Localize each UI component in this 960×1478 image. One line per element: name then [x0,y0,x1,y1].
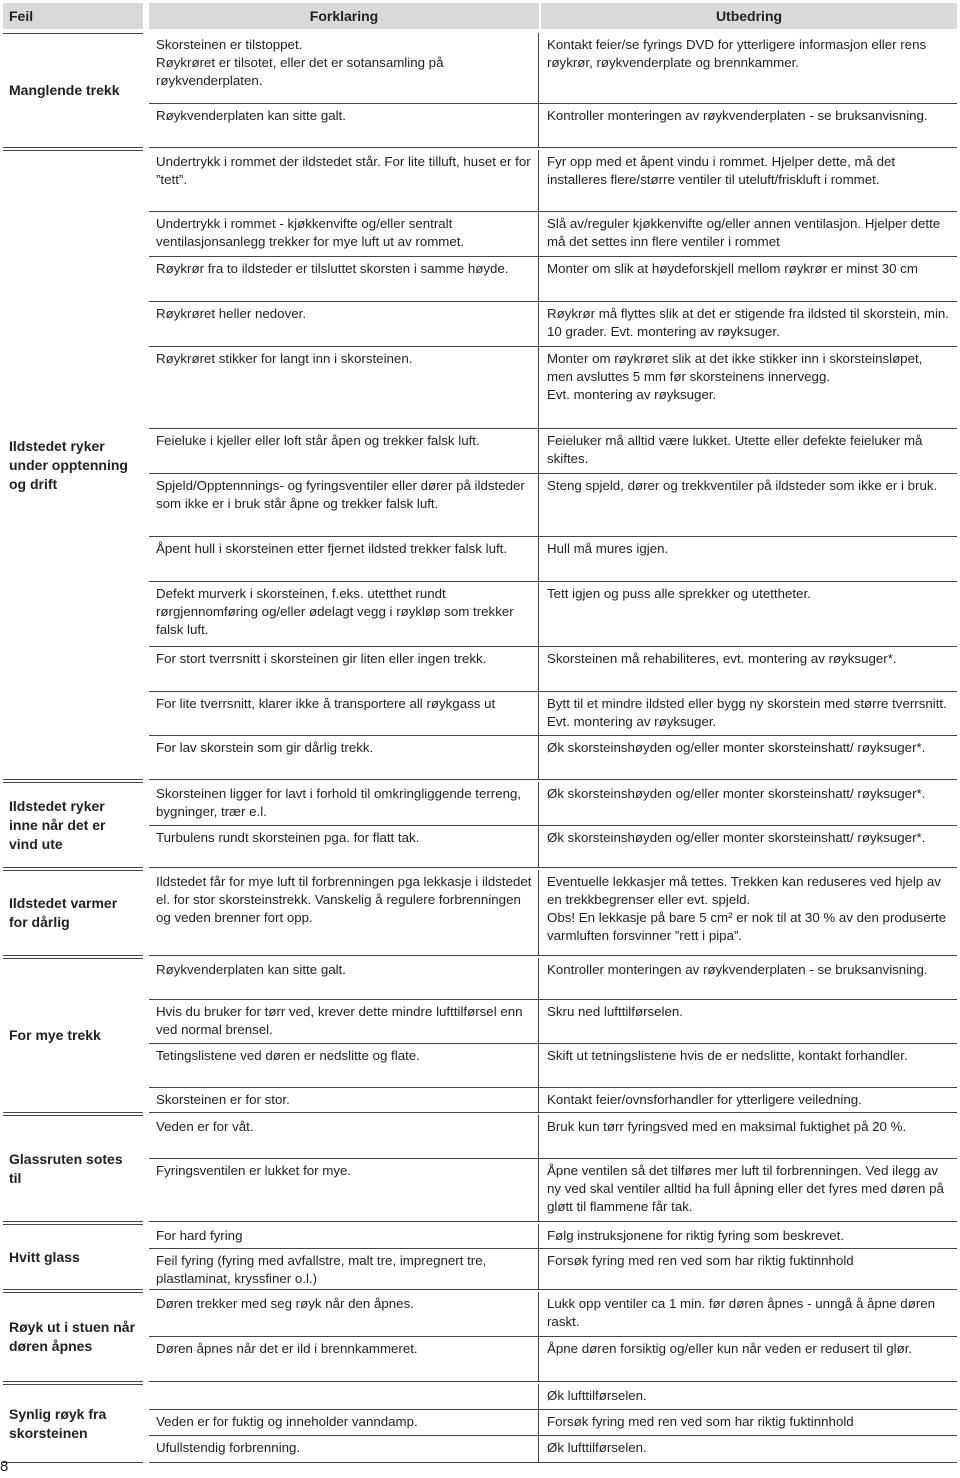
table-row [149,1410,957,1436]
remedy-cell: Kontroller monteringen av røykvenderplaten - se bruksanvisning. [547,108,928,123]
explanation-cell: Ufullstendig forbrenning. [149,1436,539,1462]
remedy-cell: Øk lufttilførselen. [547,1440,647,1455]
fault-cell: Ildstedet varmer for dårlig [3,870,143,956]
column-header-remedy: Utbedring [541,3,957,29]
remedy-cell: Øk skorsteinshøyden og/eller monter skorsteinshatt/ røyksuger*. [547,740,926,755]
explanation-cell: Tetingslistene ved døren er nedslitte og flate. [149,1044,539,1087]
remedy-cell: Fyr opp med et åpent vindu i rommet. Hjelper dette, må det installeres flere/større ventiler til uteluft/friskluft i rommet. [547,154,896,187]
table-row [149,347,957,429]
table-row [149,1337,957,1382]
table-row [149,104,957,148]
fault-cell: Ildstedet ryker under opptenning og drift [3,150,143,780]
explanation-cell: Undertrykk i rommet - kjøkkenvifte og/eller sentralt ventilasjonsanlegg trekker for mye luft ut av rommet. [149,212,539,256]
explanation-cell: Defekt murverk i skorsteinen, f.eks. utetthet rundt rørgjennomføring og/eller ødelagt vegg i røykløp som trekker falsk luft. [149,582,539,646]
fault-cell: For mye trekk [3,958,143,1113]
remedy-cell: Øk skorsteinshøyden og/eller monter skorsteinshatt/ røyksuger*. [547,786,926,801]
explanation-cell: Skorsteinen er tilstoppet. Røykrøret er tilsotet, eller det er sotansamling på røykvenderplaten. [149,33,539,103]
table-row [149,1224,957,1249]
table-row [149,1292,957,1337]
table-row [149,1384,957,1410]
table-row [149,33,957,104]
explanation-cell: For stort tverrsnitt i skorsteinen gir liten eller ingen trekk. [149,647,539,691]
remedy-cell: Eventuelle lekkasjer må tettes. Trekken kan reduseres ved hjelp av en trekkbegrenser eller evt. spjeld. Obs! En lekkasje på bare 5 cm² er nok til at 30 % av den produserte varmluften forsvinner ”rett i pipa”. [547,874,947,943]
remedy-cell: Tett igjen og puss alle sprekker og utettheter. [547,586,811,601]
explanation-cell: Undertrykk i rommet der ildstedet står. For lite tilluft, huset er for ”tett”. [149,150,539,211]
table-row [149,582,957,647]
explanation-cell: Røykvenderplaten kan sitte galt. [149,958,539,999]
explanation-cell [149,1384,539,1409]
explanation-cell: Røykrøret heller nedover. [149,302,539,346]
fault-cell: Synlig røyk fra skorsteinen [3,1384,143,1463]
remedy-cell: Kontroller monteringen av røykvenderplaten - se bruksanvisning. [547,962,928,977]
page-number: 8 [0,1458,9,1475]
remedy-cell: Monter om røykrøret slik at det ikke stikker inn i skorsteinsløpet, men avsluttes 5 mm før skorsteinens innervegg. Evt. montering av røyksuger. [547,351,923,402]
table-row [149,870,957,956]
table-row [149,1044,957,1088]
fault-cell: Hvitt glass [3,1224,143,1290]
explanation-cell: Hvis du bruker for tørr ved, krever dette mindre lufttilførsel enn ved normal brensel. [149,1000,539,1043]
column-header-explanation: Forklaring [149,3,539,29]
table-row [149,736,957,780]
remedy-cell: Lukk opp ventiler ca 1 min. før døren åpnes - unngå å åpne døren raskt. [547,1296,936,1329]
table-row [149,474,957,537]
explanation-cell: Røykrøret stikker for langt inn i skorsteinen. [149,347,539,428]
remedy-cell: Øk skorsteinshøyden og/eller monter skorsteinshatt/ røyksuger*. [547,830,926,845]
remedy-cell: Øk lufttilførselen. [547,1388,647,1403]
table-row [149,429,957,474]
explanation-cell: Døren åpnes når det er ild i brennkammeret. [149,1337,539,1381]
table-row [149,1115,957,1159]
table-row [149,212,957,257]
explanation-cell: Spjeld/Opptennnings- og fyringsventiler eller dører på ildsteder som ikke er i bruk står åpne og trekker falsk luft. [149,474,539,536]
column-header-fault: Feil [3,3,143,29]
explanation-cell: Ildstedet får for mye luft til forbrenningen pga lekkasje i ildstedet el. for stor skorsteinstrekk. Vanskelig å regulere forbrenningen og veden brenner fort opp. [149,870,539,955]
remedy-cell: Kontakt feier/ovnsforhandler for ytterligere veiledning. [547,1092,862,1107]
table-row [149,647,957,692]
table-row [149,958,957,1000]
explanation-cell: Feieluke i kjeller eller loft står åpen og trekker falsk luft. [149,429,539,473]
remedy-cell: Åpne døren forsiktig og/eller kun når veden er redusert til glør. [547,1341,913,1356]
table-row [149,1249,957,1290]
table-row [149,302,957,347]
table-row [149,150,957,212]
table-row [149,1436,957,1463]
explanation-cell: Feil fyring (fyring med avfallstre, malt tre, impregnert tre, plastlaminat, kryssfiner o.l.) [149,1249,539,1289]
explanation-cell: Veden er for våt. [149,1115,539,1158]
explanation-cell: For hard fyring [149,1224,539,1248]
explanation-cell: Døren trekker med seg røyk når den åpnes. [149,1292,539,1336]
table-row [149,692,957,736]
remedy-cell: Slå av/reguler kjøkkenvifte og/eller annen ventilasjon. Hjelper dette må det settes inn flere ventiler i rommet [547,216,941,249]
table-row [149,1000,957,1044]
fault-cell: Røyk ut i stuen når døren åpnes [3,1292,143,1382]
remedy-cell: Skru ned lufttilførselen. [547,1004,683,1019]
table-row [149,826,957,868]
explanation-cell: Fyringsventilen er lukket for mye. [149,1159,539,1221]
explanation-cell: Skorsteinen ligger for lavt i forhold til omkringliggende terreng, bygninger, trær e.l. [149,782,539,825]
remedy-cell: Åpne ventilen så det tilføres mer luft til forbrenningen. Ved ilegg av ny ved skal ventiler alltid ha full åpning eller det fyres med døren på gløtt til flammene får tak. [547,1163,944,1214]
remedy-cell: Forsøk fyring med ren ved som har riktig fuktinnhold [547,1253,854,1268]
remedy-cell: Bytt til et mindre ildsted eller bygg ny skorstein med større tverrsnitt. Evt. montering av røyksuger. [547,696,947,729]
fault-cell: Glassruten sotes til [3,1115,143,1222]
remedy-cell: Skorsteinen må rehabiliteres, evt. montering av røyksuger*. [547,651,897,666]
explanation-cell: Røykvenderplaten kan sitte galt. [149,104,539,147]
remedy-cell: Røykrør må flyttes slik at det er stigende fra ildsted til skorstein, min. 10 grader. Evt. montering av røyksuger. [547,306,949,339]
table-row [149,782,957,826]
remedy-cell: Monter om slik at høydeforskjell mellom røykrør er minst 30 cm [547,261,918,276]
remedy-cell: Kontakt feier/se fyrings DVD for ytterligere informasjon eller rens røykrør, røykvenderplate og brennkammer. [547,37,927,70]
table-row [149,1159,957,1222]
explanation-cell: Veden er for fuktig og inneholder vanndamp. [149,1410,539,1435]
remedy-cell: Hull må mures igjen. [547,541,669,556]
troubleshooting-table [3,3,957,1463]
remedy-cell: Følg instruksjonene for riktig fyring som beskrevet. [547,1228,845,1243]
remedy-cell: Steng spjeld, dører og trekkventiler på ildsteder som ikke er i bruk. [547,478,938,493]
explanation-cell: Turbulens rundt skorsteinen pga. for flatt tak. [149,826,539,867]
remedy-cell: Skift ut tetningslistene hvis de er nedslitte, kontakt forhandler. [547,1048,908,1063]
remedy-cell: Feieluker må alltid være lukket. Utette eller defekte feieluker må skiftes. [547,433,923,466]
remedy-cell: Bruk kun tørr fyringsved med en maksimal fuktighet på 20 %. [547,1119,907,1134]
explanation-cell: Åpent hull i skorsteinen etter fjernet ildsted trekker falsk luft. [149,537,539,581]
table-row [149,1088,957,1113]
fault-cell: Ildstedet ryker inne når det er vind ute [3,782,143,868]
explanation-cell: Røykrør fra to ildsteder er tilsluttet skorsten i samme høyde. [149,257,539,301]
explanation-cell: For lite tverrsnitt, klarer ikke å transportere all røykgass ut [149,692,539,735]
remedy-cell: Forsøk fyring med ren ved som har riktig fuktinnhold [547,1414,854,1429]
table-row [149,257,957,302]
fault-cell: Manglende trekk [3,33,143,148]
explanation-cell: For lav skorstein som gir dårlig trekk. [149,736,539,779]
table-row [149,537,957,582]
explanation-cell: Skorsteinen er for stor. [149,1088,539,1112]
